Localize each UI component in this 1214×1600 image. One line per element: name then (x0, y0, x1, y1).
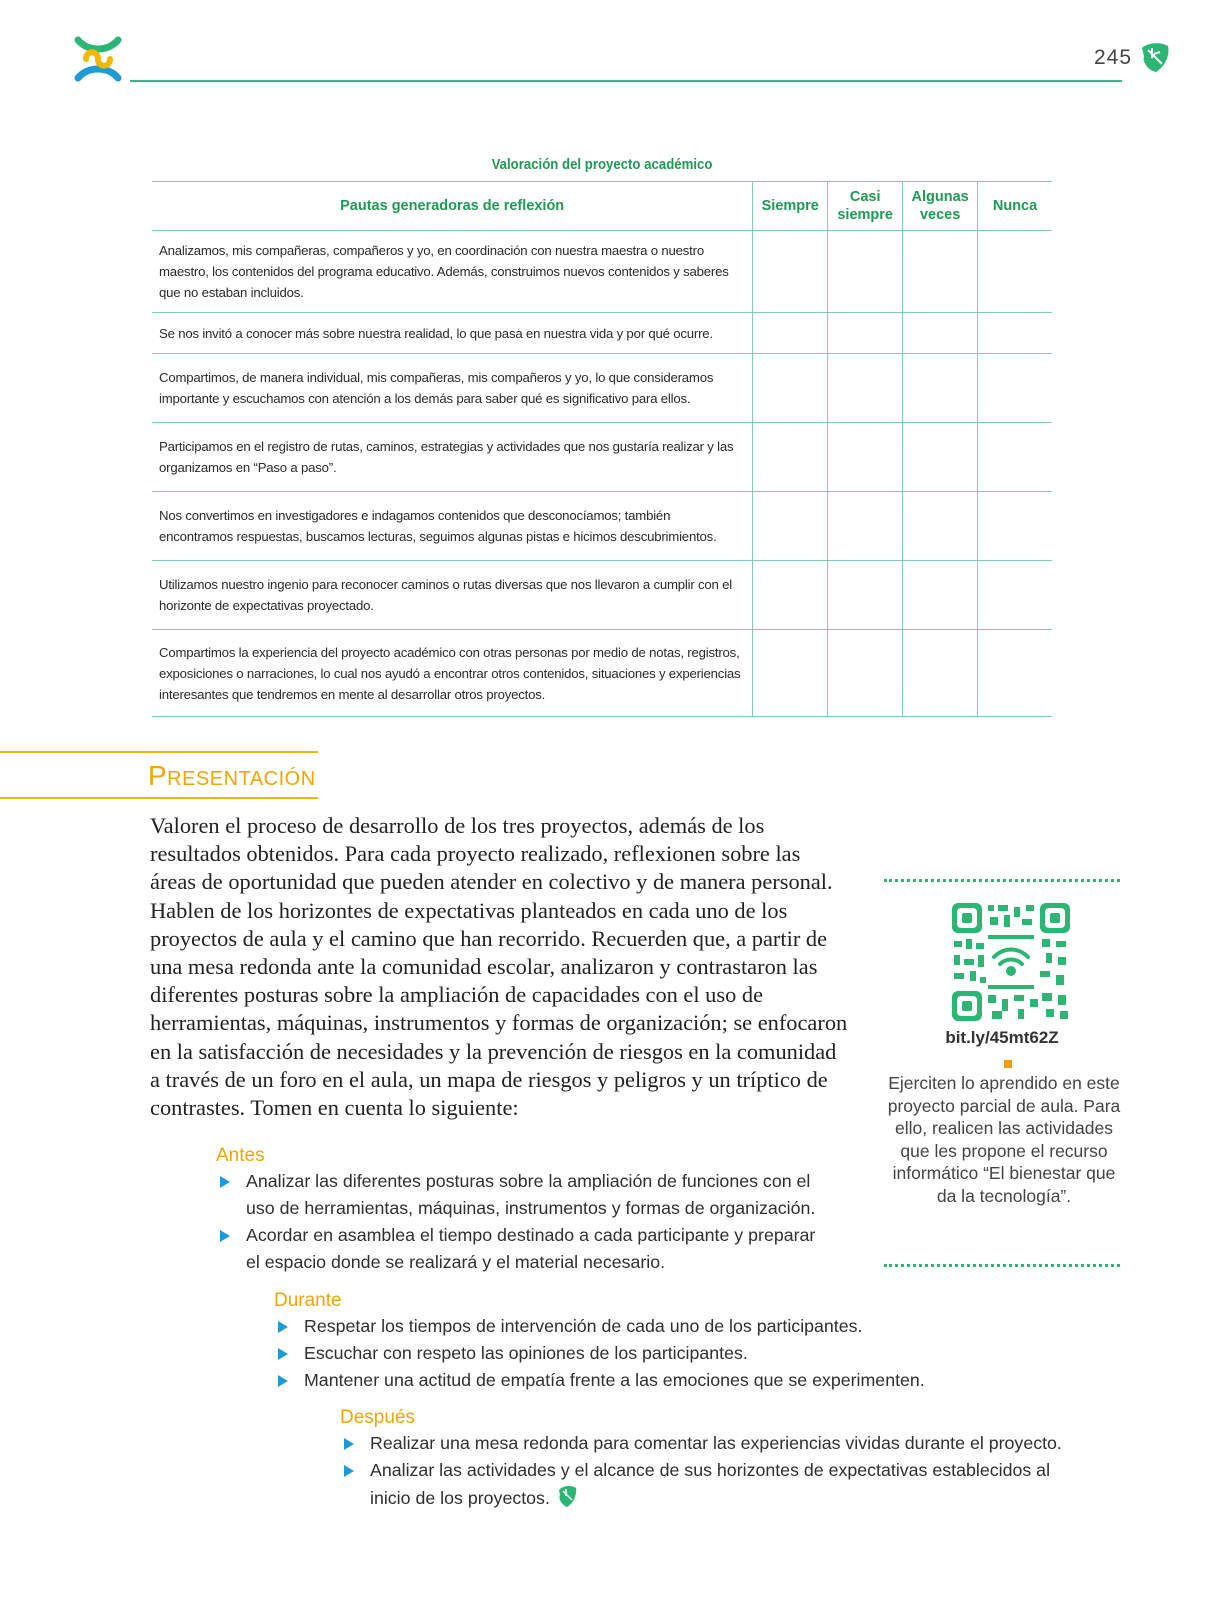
antes-list (218, 1168, 818, 1276)
table-title: Valoración del proyecto académico (491, 156, 713, 173)
statement-cell: Compartimos, de manera individual, mis compañeras, mis compañeros y yo, lo que consideramos importante y escuchamos con atención a los demás para saber qué es significativo para ellos. (152, 354, 753, 423)
statement-cell: Compartimos la experiencia del proyecto académico con otras personas por medio de notas, registros, exposiciones o narraciones, lo cual nos ayudó a encontrar otros contenidos, situaciones y experiencias interesantes que tendremos en mente al desarrollar otros proyectos. (152, 630, 753, 717)
rating-cell[interactable] (903, 492, 978, 561)
rating-cell[interactable] (828, 423, 903, 492)
sidebox-divider (884, 879, 1120, 882)
rating-cell[interactable] (828, 313, 903, 354)
table-row (152, 231, 1052, 313)
wifi-icon (994, 950, 1028, 975)
list-item (342, 1457, 1062, 1512)
rating-cell[interactable] (753, 231, 828, 313)
rating-cell[interactable] (828, 630, 903, 717)
list-item-text: Mantener una actitud de empatía frente a las emociones que se experimenten. (304, 1370, 925, 1390)
rating-cell[interactable] (753, 492, 828, 561)
page-number: 245 (1094, 46, 1133, 69)
table-row (152, 423, 1052, 492)
triangle-bullet-icon (344, 1465, 354, 1477)
list-item-text: Acordar en asamblea el tiempo destinado a cada participante y preparar el espacio donde se realizará y el material necesario. (246, 1225, 816, 1272)
list-item-text: Respetar los tiempos de intervención de cada uno de los participantes. (304, 1316, 863, 1336)
statement-cell: Utilizamos nuestro ingenio para reconocer caminos o rutas diversas que nos llevaron a cumplir con el horizonte de expectativas proyectado. (152, 561, 753, 630)
list-item-text: Realizar una mesa redonda para comentar las experiencias vividas durante el proyecto. (370, 1433, 1062, 1453)
rating-cell[interactable] (978, 423, 1052, 492)
phase-title-durante: Durante (274, 1290, 342, 1311)
main-paragraph: Valoren el proceso de desarrollo de los tres proyectos, además de los resultados obtenidos. Para cada proyecto realizado, reflexionen sobre las áreas de oportunidad que pueden atender en colectivo y de manera personal. Hablen de los horizontes de expectativas planteados en cada uno de los proyectos de aula y el camino que han recorrido. Recuerden que, a partir de una mesa redonda ante la comunidad escolar, analizaron y contrastaron las diferentes posturas sobre la ampliación de capacidades con el uso de herramientas, máquinas, instrumentos y formas de organización; se enfocaron en la satisfacción de necesidades y la prevención de riesgos en la comunidad a través de un foro en el aula, un mapa de riesgos y peligros y un tríptico de contrastes. Tomen en cuenta lo siguiente: (150, 813, 848, 1121)
resource-link[interactable]: bit.ly/45mt62Z (945, 1028, 1059, 1047)
triangle-bullet-icon (220, 1176, 230, 1188)
list-item (218, 1222, 818, 1276)
rating-cell[interactable] (903, 561, 978, 630)
triangle-bullet-icon (278, 1375, 288, 1387)
statement-cell: Nos convertimos en investigadores e indagamos contenidos que desconocíamos; también encontramos respuestas, buscamos lecturas, seguimos algunas pistas e hicimos descubrimientos. (152, 492, 753, 561)
rating-cell[interactable] (978, 354, 1052, 423)
series-logo-icon (72, 34, 124, 84)
rating-cell[interactable] (753, 313, 828, 354)
phase-title-despues: Después (340, 1407, 415, 1428)
list-item-text: Escuchar con respeto las opiniones de los participantes. (304, 1343, 748, 1363)
rating-cell[interactable] (978, 313, 1052, 354)
triangle-bullet-icon (278, 1321, 288, 1333)
leaf-icon (1138, 40, 1172, 74)
rating-cell[interactable] (828, 231, 903, 313)
rating-cell[interactable] (978, 630, 1052, 717)
statement-cell: Analizamos, mis compañeras, compañeros y yo, en coordinación con nuestra maestra o nuestro maestro, los contenidos del programa educativo. Además, construimos nuevos contenidos y saberes que no estaban incluidos. (152, 231, 753, 313)
column-header: Siempre (753, 182, 828, 231)
rating-cell[interactable] (753, 561, 828, 630)
qr-code-icon[interactable] (952, 903, 1070, 1021)
durante-list (276, 1313, 956, 1394)
rating-cell[interactable] (828, 354, 903, 423)
rating-cell[interactable] (903, 423, 978, 492)
heading-rule (0, 797, 318, 799)
triangle-bullet-icon (220, 1230, 230, 1242)
rating-cell[interactable] (753, 630, 828, 717)
rating-cell[interactable] (903, 630, 978, 717)
table-row (152, 492, 1052, 561)
table-header-row (152, 182, 1052, 231)
list-item-text: Analizar las actividades y el alcance de sus horizontes de expectativas establecidos al inicio de los proyectos. (370, 1460, 1051, 1508)
statement-cell: Se nos invitó a conocer más sobre nuestra realidad, lo que pasa en nuestra vida y por qué ocurre. (152, 313, 753, 354)
rating-cell[interactable] (978, 231, 1052, 313)
column-header: Algunas veces (903, 182, 978, 231)
despues-list (342, 1430, 1062, 1512)
end-leaf-icon (556, 1484, 578, 1508)
column-header: Pautas generadoras de reflexión (152, 182, 753, 231)
rating-cell[interactable] (903, 354, 978, 423)
rating-cell[interactable] (753, 354, 828, 423)
table-row (152, 313, 1052, 354)
triangle-bullet-icon (344, 1438, 354, 1450)
rating-cell[interactable] (828, 492, 903, 561)
rating-cell[interactable] (978, 492, 1052, 561)
list-item (276, 1340, 956, 1367)
table-row (152, 630, 1052, 717)
sidebox-divider (884, 1264, 1120, 1267)
section-heading: Presentación (148, 760, 316, 791)
list-item (342, 1430, 1062, 1457)
column-header: Nunca (978, 182, 1052, 231)
list-item-text: Analizar las diferentes posturas sobre la ampliación de funciones con el uso de herramientas, máquinas, instrumentos y formas de organización. (246, 1171, 816, 1218)
rating-cell[interactable] (903, 231, 978, 313)
sidebox-text: Ejerciten lo aprendido en este proyecto parcial de aula. Para ello, realicen las actividades que les propone el recurso informático “El bienestar que da la tecnología”. (887, 1073, 1121, 1206)
statement-cell: Participamos en el registro de rutas, caminos, estrategias y actividades que nos gustaría realizar y las organizamos en “Paso a paso”. (152, 423, 753, 492)
list-item (276, 1313, 956, 1340)
header-rule (130, 80, 1122, 82)
list-item (276, 1367, 956, 1394)
rating-cell[interactable] (978, 561, 1052, 630)
heading-rule (0, 751, 318, 753)
table-row (152, 561, 1052, 630)
list-item (218, 1168, 818, 1222)
rating-cell[interactable] (828, 561, 903, 630)
rating-cell[interactable] (753, 423, 828, 492)
triangle-bullet-icon (278, 1348, 288, 1360)
phase-title-antes: Antes (216, 1145, 265, 1166)
bullet-square (1004, 1060, 1012, 1068)
rating-cell[interactable] (903, 313, 978, 354)
table-row (152, 354, 1052, 423)
column-header: Casi siempre (828, 182, 903, 231)
evaluation-table (152, 181, 1052, 717)
